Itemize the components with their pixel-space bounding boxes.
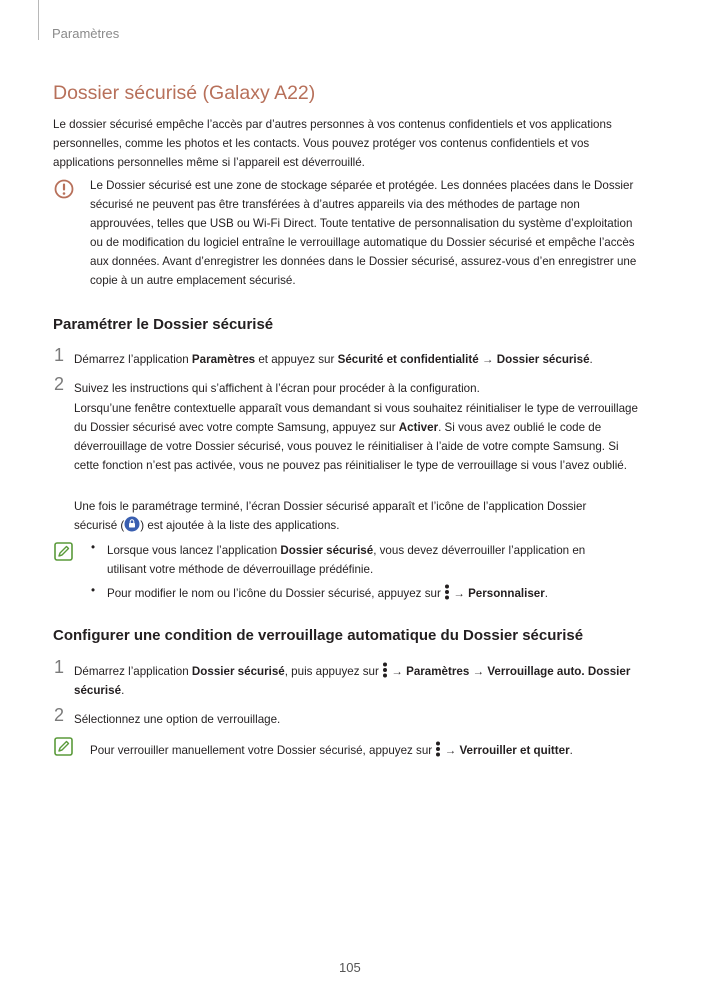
section-heading-setup: Paramétrer le Dossier sécurisé bbox=[53, 316, 274, 333]
secure-folder-app-icon bbox=[124, 516, 140, 532]
step-text: Lorsqu’une fenêtre contextuelle apparaît vous demandant si vous souhaitez réinitialiser le type de verrouillage du Dossier sécurisé avec votre compte Samsung, appuyez sur Activer. Si vous avez oublié le code de déverrouillage de votre Dossier sécurisé, vous pouvez le réinitialiser à l’aide de votre compte Samsung. Si cette fonction n’est pas activée, vous ne pouvez pas réinitialiser le type de verrouillage si vous l’avez oublié. bbox=[74, 402, 638, 472]
note-text: Pour verrouiller manuellement votre Dossier sécurisé, appuyez sur → Verrouiller et quitter. bbox=[90, 741, 650, 760]
step-number: 2 bbox=[54, 705, 65, 725]
bullet: • bbox=[91, 541, 96, 554]
warning-text: Le Dossier sécurisé est une zone de stockage séparée et protégée. Les données placées dans le Dossier sécurisé ne peuvent pas être transférées à d’autres appareils via des méthodes de partage non approuvées, telles que USB ou Wi-Fi Direct. Toute tentative de personnalisation du système d’exploitation ou de modification du logiciel entraîne le verrouillage automatique du Dossier sécurisé et empêche l’accès aux données. Avant d’enregistrer les données dans le Dossier sécurisé, assurez-vous d’en enregistrer une copie à un autre emplacement sécurisé. bbox=[90, 179, 637, 287]
note-item: Pour modifier le nom ou l’icône du Dossier sécurisé, appuyez sur → Personnaliser. bbox=[107, 584, 627, 603]
section-heading-autolock: Configurer une condition de verrouillage automatique du Dossier sécurisé bbox=[53, 627, 584, 644]
intro-paragraph: Le dossier sécurisé empêche l’accès par d’autres personnes à vos contenus confidentiels et vos applications personnelles, comme les photos et les contacts. Vous pouvez protéger vos contenus confidentiels et vos applications personnelles même si l’appareil est déverrouillé. bbox=[53, 118, 612, 169]
note-icon bbox=[54, 542, 73, 561]
note-item: Lorsque vous lancez l’application Dossier sécurisé, vous devez déverrouiller l’application en utilisant votre méthode de déverrouillage prédéfinie. bbox=[107, 544, 586, 576]
bullet: • bbox=[91, 584, 96, 597]
header-rule bbox=[38, 0, 39, 40]
warning-icon bbox=[54, 179, 74, 199]
step-text: Démarrez l’application Paramètres et appuyez sur Sécurité et confidentialité → Dossier sécurisé. bbox=[74, 353, 593, 366]
step-text: Sélectionnez une option de verrouillage. bbox=[74, 713, 281, 726]
note-icon bbox=[54, 737, 73, 756]
header-section: Paramètres bbox=[52, 26, 120, 41]
step-text: Démarrez l’application Dossier sécurisé, puis appuyez sur → Paramètres → Verrouillage auto. Dossier sécurisé. bbox=[74, 662, 654, 700]
page-number: 105 bbox=[339, 960, 361, 975]
step-text: Une fois le paramétrage terminé, l’écran Dossier sécurisé apparaît et l’icône de l’application Dossier sécurisé ( ) est ajoutée à la liste des applications. bbox=[74, 500, 587, 532]
step-number: 1 bbox=[54, 345, 65, 365]
step-text: Suivez les instructions qui s’affichent à l’écran pour procéder à la configuration. bbox=[74, 382, 480, 395]
step-number: 2 bbox=[54, 374, 65, 394]
page-title: Dossier sécurisé (Galaxy A22) bbox=[53, 82, 316, 104]
step-number: 1 bbox=[54, 657, 65, 677]
